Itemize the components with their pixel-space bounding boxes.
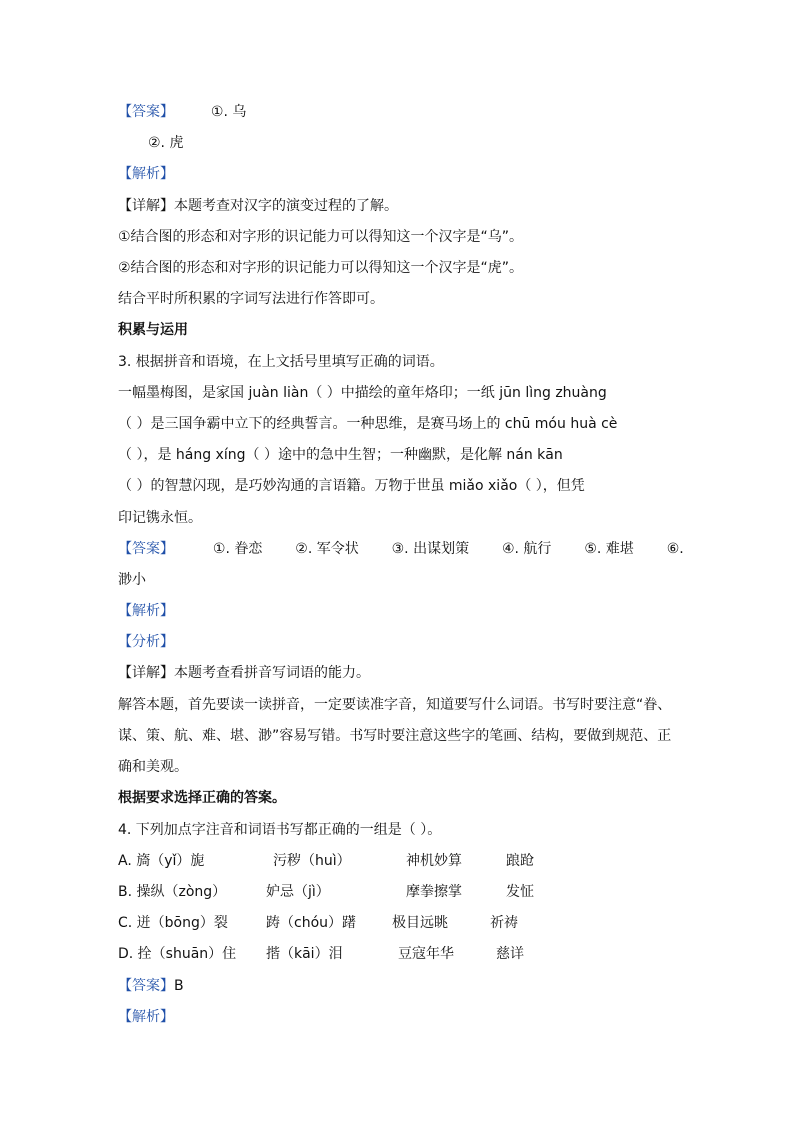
answer-tag: 【答案】 [118, 541, 174, 557]
option-cell: 祈祷 [490, 915, 518, 931]
option-cell: B. 操纵（zòng） [118, 884, 227, 900]
answer-tag: 【答案】 [118, 978, 174, 994]
option-cell: 污秽（huì） [273, 853, 351, 869]
option-cell: 慈详 [496, 946, 524, 962]
answer-row-1 [118, 102, 246, 122]
option-row-b [118, 882, 534, 902]
detail-tag: 【详解】 [118, 665, 174, 681]
question-text-line: （ ）是三国争霸中立下的经典誓言。一种思维，是赛马场上的 chū móu huà cè [118, 416, 618, 432]
paragraph-line: ①结合图的形态和对字形的识记能力可以得知这一个汉字是“乌”。 [118, 229, 524, 245]
detail-tag: 【详解】 [118, 198, 174, 214]
answer-wrap: 渺小 [118, 572, 146, 588]
answer-item: ①. 乌 [210, 104, 247, 120]
question-stem: 4. 下列加点字注音和词语书写都正确的一组是（ ）。 [118, 822, 442, 838]
detail-row [118, 196, 398, 216]
option-cell: C. 迸（bōng）裂 [118, 915, 228, 931]
option-cell: 踌（chóu）躇 [266, 915, 357, 931]
option-row-d [118, 944, 524, 964]
option-cell: 极目远眺 [392, 915, 448, 931]
answer-item: ①. 眷恋 [212, 541, 263, 557]
answer-item: ⑥. [666, 541, 684, 557]
question-text-line: （ ）的智慧闪现，是巧妙沟通的言语籍。万物于世虽 miǎo xiǎo（ ），但凭 [118, 478, 585, 494]
fenxi-tag: 【分析】 [118, 634, 174, 650]
option-cell: 摩拳擦掌 [406, 884, 462, 900]
question-stem: 3. 根据拼音和语境，在上文括号里填写正确的词语。 [118, 354, 444, 370]
option-cell: D. 拴（shuān）住 [118, 946, 237, 962]
detail-row [118, 663, 370, 683]
option-cell: 神机妙算 [406, 853, 462, 869]
answer-item: B [174, 978, 184, 994]
option-cell: 踉跄 [506, 853, 534, 869]
option-row-c [118, 913, 518, 933]
analysis-tag: 【解析】 [118, 166, 174, 182]
detail-text: 本题考查对汉字的演变过程的了解。 [174, 198, 398, 214]
option-cell: 豆寇年华 [398, 946, 454, 962]
answer-tag: 【答案】 [118, 104, 174, 120]
paragraph-line: 解答本题，首先要读一读拼音，一定要读准字音，知道要写什么词语。书写时要注意“眷、 [118, 697, 672, 713]
detail-text: 本题考查看拼音写词语的能力。 [174, 665, 370, 681]
answer-row [118, 539, 684, 559]
question-text-line: 一幅墨梅图，是家国 juàn liàn（ ）中描绘的童年烙印；一纸 jūn lìng zhuàng [118, 385, 607, 401]
option-cell: 妒忌（jì） [266, 884, 330, 900]
option-cell: 发怔 [506, 884, 534, 900]
answer-item: ④. 航行 [501, 541, 552, 557]
question-text-line: （ ），是 háng xíng（ ）途中的急中生智；一种幽默，是化解 nán kān [118, 447, 563, 463]
section-title: 积累与运用 [118, 322, 188, 338]
option-row-a [118, 851, 534, 871]
answer-item: ②. 军令状 [295, 541, 359, 557]
paragraph-line: ②结合图的形态和对字形的识记能力可以得知这一个汉字是“虎”。 [118, 260, 524, 276]
analysis-tag: 【解析】 [118, 1009, 174, 1025]
answer-item: ②. 虎 [148, 135, 184, 151]
option-cell: A. 旖（yǐ）旎 [118, 853, 205, 869]
question-text-line: 印记镌永恒。 [118, 510, 202, 526]
paragraph-line: 谋、策、航、难、堪、渺”容易写错。书写时要注意这些字的笔画、结构，要做到规范、正 [118, 728, 672, 744]
answer-item: ③. 出谋划策 [391, 541, 470, 557]
section-title: 根据要求选择正确的答案。 [118, 790, 286, 806]
answer-row [118, 976, 184, 996]
answer-item: ⑤. 难堪 [584, 541, 634, 557]
option-cell: 揩（kāi）泪 [266, 946, 343, 962]
paragraph-line: 结合平时所积累的字词写法进行作答即可。 [118, 291, 384, 307]
paragraph-line: 确和美观。 [118, 759, 188, 775]
analysis-tag: 【解析】 [118, 603, 174, 619]
